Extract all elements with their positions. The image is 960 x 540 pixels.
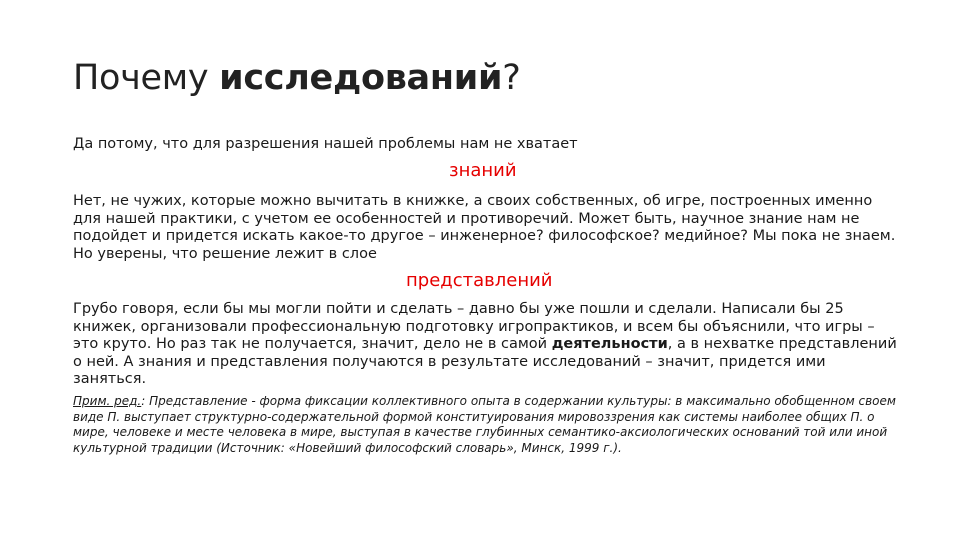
title-bold-word: исследований (219, 58, 503, 98)
editor-note-text: : Представление - форма фиксации коллективного опыта в содержании культуры: в максимально обобщенном своем виде П. выступает структурно-содержательной формой конституирования мировоззрения как системы наиболее общих П. о мире, человеке и месте человека в мире, выступая в качестве глубинных семантико-аксиологических оснований той или иной культурной традиции (Источник: «Новейший философский словарь», Минск, 1999 г.). (73, 394, 896, 455)
title-question-mark: ? (502, 58, 521, 98)
paragraph-representations-start: Грубо говоря, если бы мы могли пойти и сделать – давно бы уже пошли и сделали. Написали бы 25 книжек, организовали профессиональную подготовку игропрактиков, и всем бы объяснили, что игры – это круто. Но раз так не получается, значит, дело не в самой (73, 301, 875, 352)
editor-note (73, 394, 903, 456)
paragraph-intro: Да потому, что для разрешения нашей проблемы нам не хватает (73, 136, 578, 152)
bold-word-activity: деятельности (551, 336, 668, 352)
slide-title (73, 58, 520, 98)
paragraph-representations (73, 301, 903, 389)
keyword-knowledge: знаний (449, 160, 517, 181)
keyword-representations: представлений (406, 270, 553, 291)
paragraph-representations-end: , а в нехватке представлений о ней. А знания и представления получаются в результате исследований – значит, придется ими заняться. (73, 336, 897, 387)
paragraph-knowledge: Нет, не чужих, которые можно вычитать в книжке, а своих собственных, об игре, построенных именно для нашей практики, с учетом ее особенностей и противоречий. Может быть, научное знание нам не подойдет и придется искать какое-то другое – инженерное? философское? медийное? Мы пока не знаем. Но уверены, что решение лежит в слое (73, 193, 896, 262)
title-lead: Почему (73, 58, 220, 98)
editor-note-label: Прим. ред. (73, 394, 142, 408)
